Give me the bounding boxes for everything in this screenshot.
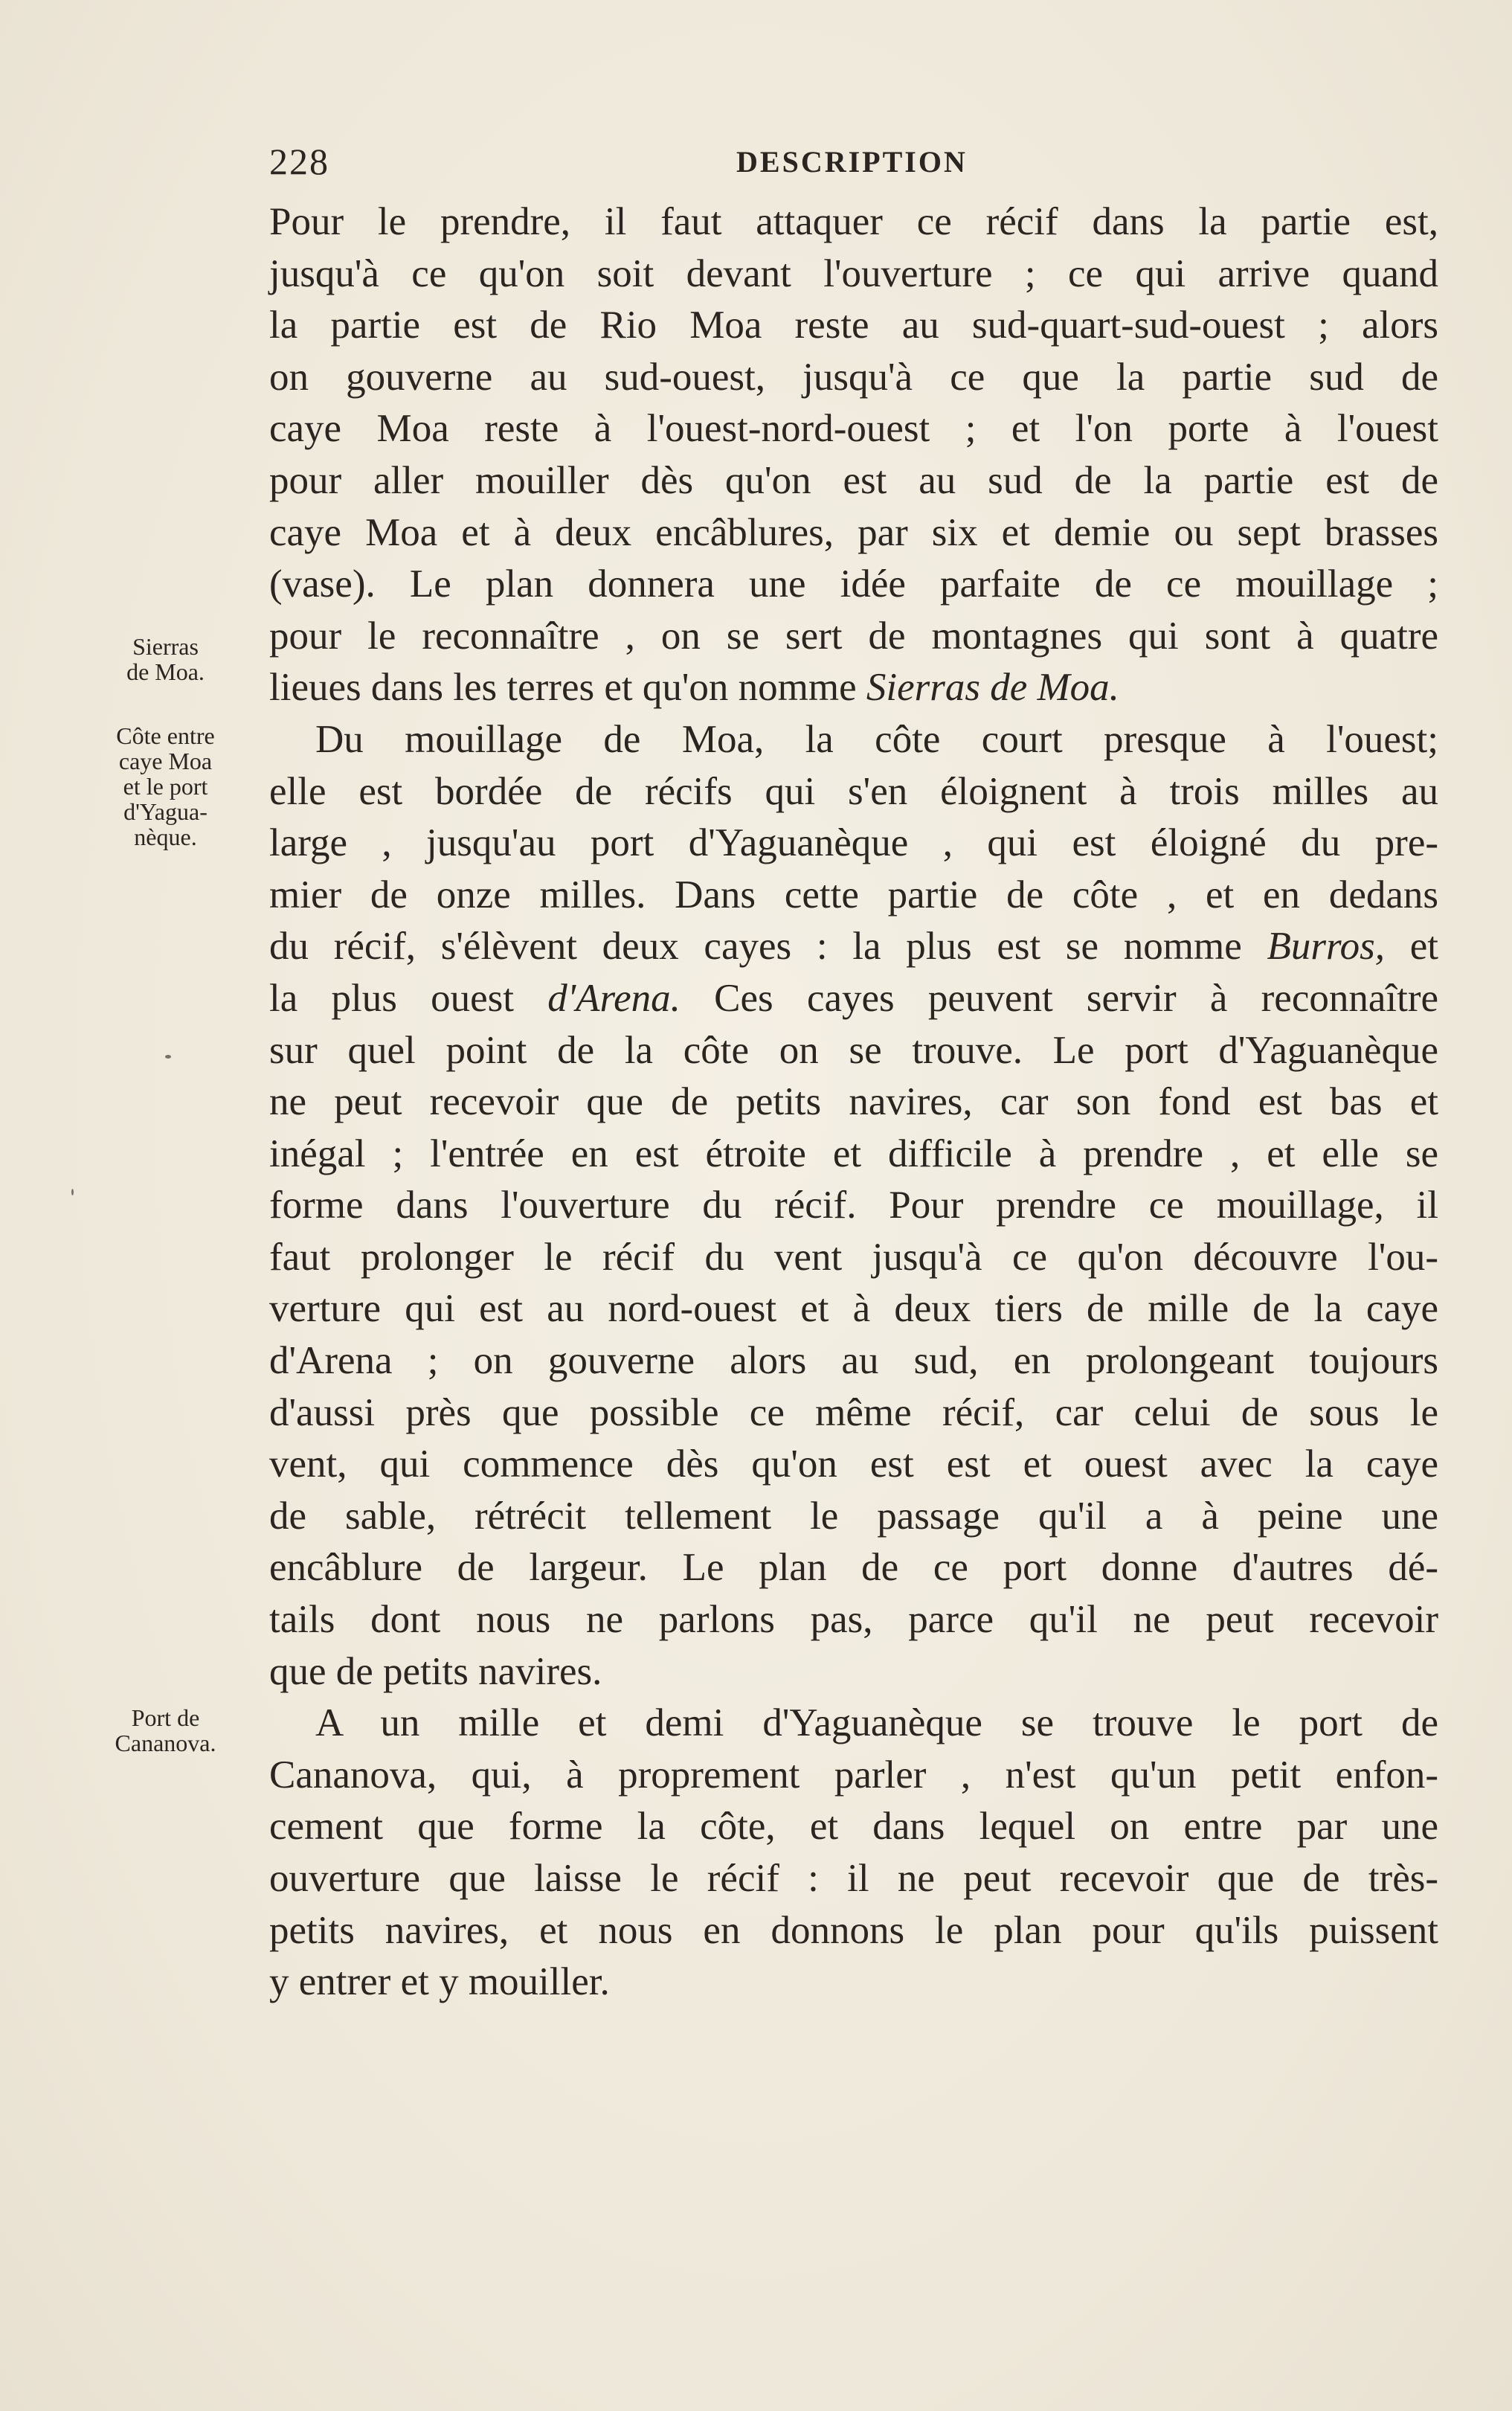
margin-note-line: nèque. [134, 824, 197, 850]
margin-note-cananova [82, 1705, 249, 1756]
text-line-part: Ces cayes peuvent servir à reconnaître [680, 976, 1438, 1020]
text-line: Du mouillage de Moa, la côte court presque à l'ouest; [315, 717, 1438, 761]
text-line: pour aller mouiller dès qu'on est au sud de la partie est de [269, 458, 1438, 502]
text-line: pour le reconnaître , on se sert de montagnes qui sont à quatre [269, 614, 1438, 658]
text-line: vent, qui commence dès qu'on est est et ouest avec la caye [269, 1442, 1438, 1486]
text-line: sur quel point de la côte on se trouve. Le port d'Yaguanèque [269, 1028, 1438, 1072]
text-line: ne peut recevoir que de petits navires, car son fond est bas et [269, 1080, 1438, 1124]
text-line: Cananova, qui, à proprement parler , n'est qu'un petit enfon- [269, 1753, 1438, 1797]
margin-note-line: Port de [131, 1704, 200, 1731]
italic-burros: Burros, [1267, 925, 1386, 969]
text-line: verture qui est au nord-ouest et à deux tiers de mille de la caye [269, 1287, 1438, 1331]
text-line: d'aussi près que possible ce même récif, car celui de sous le [269, 1390, 1438, 1434]
margin-note-line: Sierras [132, 633, 199, 660]
text-line: cement que forme la côte, et dans lequel on entre par une [269, 1805, 1438, 1849]
text-line-part: lieues dans les terres et qu'on nomme [269, 666, 866, 710]
text-line: caye Moa reste à l'ouest-nord-ouest ; et l'on porte à l'ouest [269, 407, 1438, 451]
text-line: y entrer et y mouiller. [269, 1960, 610, 2004]
page-number: 228 [269, 141, 329, 182]
page-header [269, 140, 1459, 184]
margin-note-line: caye Moa [118, 748, 213, 774]
margin-note-line: Côte entre [116, 722, 215, 749]
text-line [269, 662, 1438, 714]
margin-note-line: et le port [123, 773, 208, 800]
text-line: tails dont nous ne parlons pas, parce qu'il ne peut recevoir [269, 1598, 1438, 1642]
margin-note-line: Cananova. [115, 1730, 216, 1756]
ink-speck [165, 1055, 171, 1059]
running-title: DESCRIPTION [736, 145, 968, 179]
text-line: de sable, rétrécit tellement le passage qu'il a à peine une [269, 1494, 1438, 1538]
text-line: jusqu'à ce qu'on soit devant l'ouverture ; ce qui arrive quand [269, 251, 1438, 295]
text-line: que de petits navires. [269, 1649, 602, 1693]
margin-note-line: de Moa. [126, 658, 205, 685]
text-line: ouverture que laisse le récif : il ne peut recevoir que de très- [269, 1857, 1438, 1900]
text-line: inégal ; l'entrée en est étroite et difficile à prendre , et elle se [269, 1131, 1438, 1175]
margin-note-cote [82, 723, 249, 850]
text-line-part: et [1385, 925, 1439, 969]
text-line: elle est bordée de récifs qui s'en éloignent à trois milles au [269, 769, 1438, 813]
text-line: Pour le prendre, il faut attaquer ce récif dans la partie est, [269, 200, 1438, 243]
text-line-part: du récif, s'élèvent deux cayes : la plus est se nomme [269, 925, 1267, 969]
margin-note-line: d'Yagua- [123, 798, 208, 825]
italic-arena: d'Arena. [547, 976, 681, 1020]
text-line [269, 921, 1438, 973]
text-line: caye Moa et à deux encâblures, par six et demie ou sept brasses [269, 510, 1438, 554]
ink-speck [71, 1189, 74, 1195]
text-line-part: la plus ouest [269, 976, 548, 1020]
text-line: petits navires, et nous en donnons le plan pour qu'ils puissent [269, 1908, 1438, 1952]
text-line [269, 973, 1438, 1025]
text-line: forme dans l'ouverture du récif. Pour prendre ce mouillage, il [269, 1184, 1438, 1227]
text-line: A un mille et demi d'Yaguanèque se trouve le port de [315, 1701, 1438, 1745]
text-line: mier de onze milles. Dans cette partie de côte , et en dedans [269, 873, 1438, 916]
text-line: large , jusqu'au port d'Yaguanèque , qui est éloigné du pre- [269, 821, 1438, 865]
text-line: faut prolonger le récif du vent jusqu'à ce qu'on découvre l'ou- [269, 1235, 1438, 1279]
text-line: on gouverne au sud-ouest, jusqu'à ce que la partie sud de [269, 355, 1438, 399]
text-line: la partie est de Rio Moa reste au sud-quart-sud-ouest ; alors [269, 304, 1438, 347]
italic-sierras: Sierras de Moa. [866, 666, 1119, 710]
text-line: d'Arena ; on gouverne alors au sud, en prolongeant toujours [269, 1339, 1438, 1383]
text-line: (vase). Le plan donnera une idée parfaite de ce mouillage ; [269, 562, 1438, 606]
text-line: encâblure de largeur. Le plan de ce port donne d'autres dé- [269, 1546, 1438, 1590]
body-text [269, 196, 1438, 2009]
margin-note-sierras [82, 634, 249, 684]
